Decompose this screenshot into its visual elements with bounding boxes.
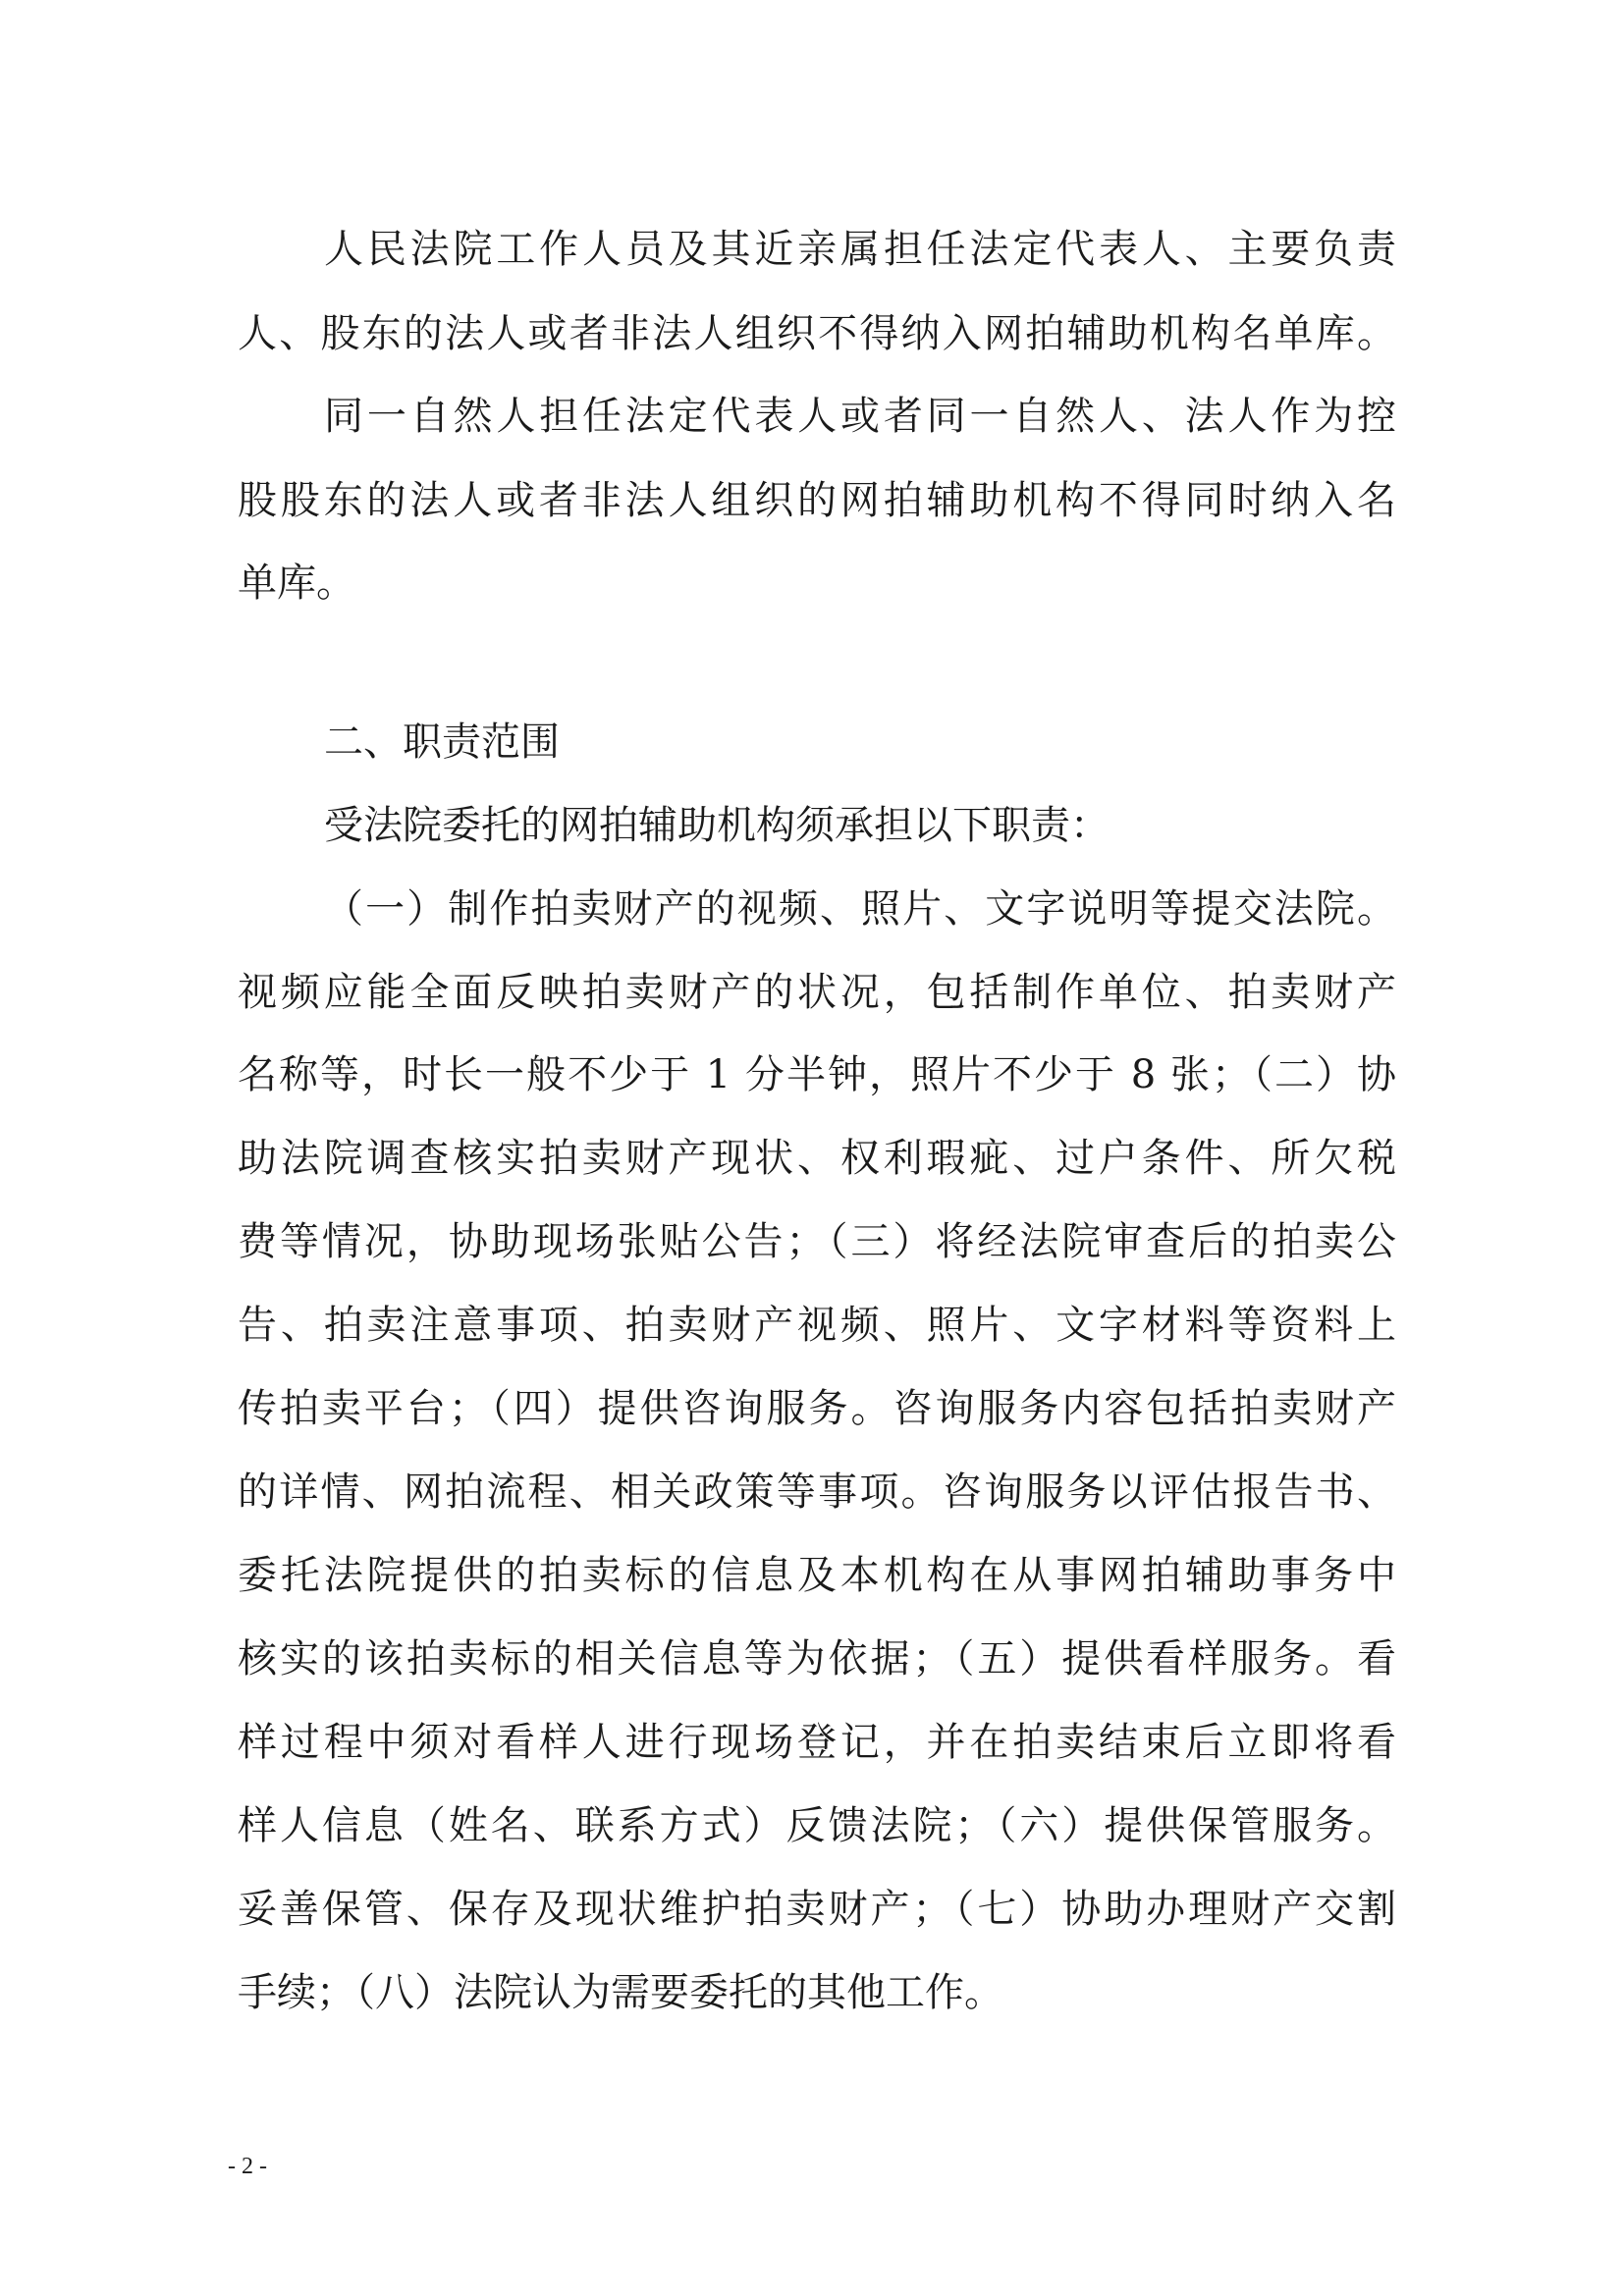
paragraph-line: 视频应能全面反映拍卖财产的状况，包括制作单位、拍卖财产: [238, 970, 1396, 1015]
paragraph-line: 传拍卖平台；（四）提供咨询服务。咨询服务内容包括拍卖财产: [238, 1386, 1396, 1431]
paragraph-line: 的详情、网拍流程、相关政策等事项。咨询服务以评估报告书、: [238, 1469, 1396, 1515]
paragraph-line: 核实的该拍卖标的相关信息等为依据；（五）提供看样服务。看: [238, 1636, 1396, 1682]
paragraph-line: 样人信息（姓名、联系方式）反馈法院；（六）提供保管服务。: [238, 1803, 1396, 1848]
paragraph-line: 助法院调查核实拍卖财产现状、权利瑕疵、过户条件、所欠税: [238, 1136, 1396, 1181]
paragraph-line: 样过程中须对看样人进行现场登记，并在拍卖结束后立即将看: [238, 1720, 1396, 1765]
paragraph-line: 人、股东的法人或者非法人组织不得纳入网拍辅助机构名单库。: [238, 311, 1396, 356]
section-heading: 二、职责范围: [324, 720, 560, 765]
paragraph-line: 费等情况，协助现场张贴公告；（三）将经法院审查后的拍卖公: [238, 1219, 1396, 1264]
page-number: - 2 -: [228, 2154, 267, 2179]
paragraph-line: 委托法院提供的拍卖标的信息及本机构在从事网拍辅助事务中: [238, 1553, 1396, 1598]
paragraph-line: 同一自然人担任法定代表人或者同一自然人、法人作为控: [324, 394, 1396, 439]
paragraph-line: 告、拍卖注意事项、拍卖财产视频、照片、文字材料等资料上: [238, 1303, 1396, 1348]
paragraph-line: 受法院委托的网拍辅助机构须承担以下职责：: [324, 803, 1110, 848]
paragraph-line: （一）制作拍卖财产的视频、照片、文字说明等提交法院。: [324, 886, 1396, 932]
paragraph-line: 股股东的法人或者非法人组织的网拍辅助机构不得同时纳入名: [238, 478, 1396, 523]
paragraph-line: 手续；（八）法院认为需要委托的其他工作。: [238, 1970, 1003, 2015]
paragraph-line: 单库。: [238, 561, 355, 606]
paragraph-line: 名称等，时长一般不少于 1 分半钟，照片不少于 8 张；（二）协: [238, 1052, 1396, 1097]
paragraph-line: 妥善保管、保存及现状维护拍卖财产；（七）协助办理财产交割: [238, 1887, 1396, 1932]
paragraph-line: 人民法院工作人员及其近亲属担任法定代表人、主要负责: [324, 227, 1396, 272]
